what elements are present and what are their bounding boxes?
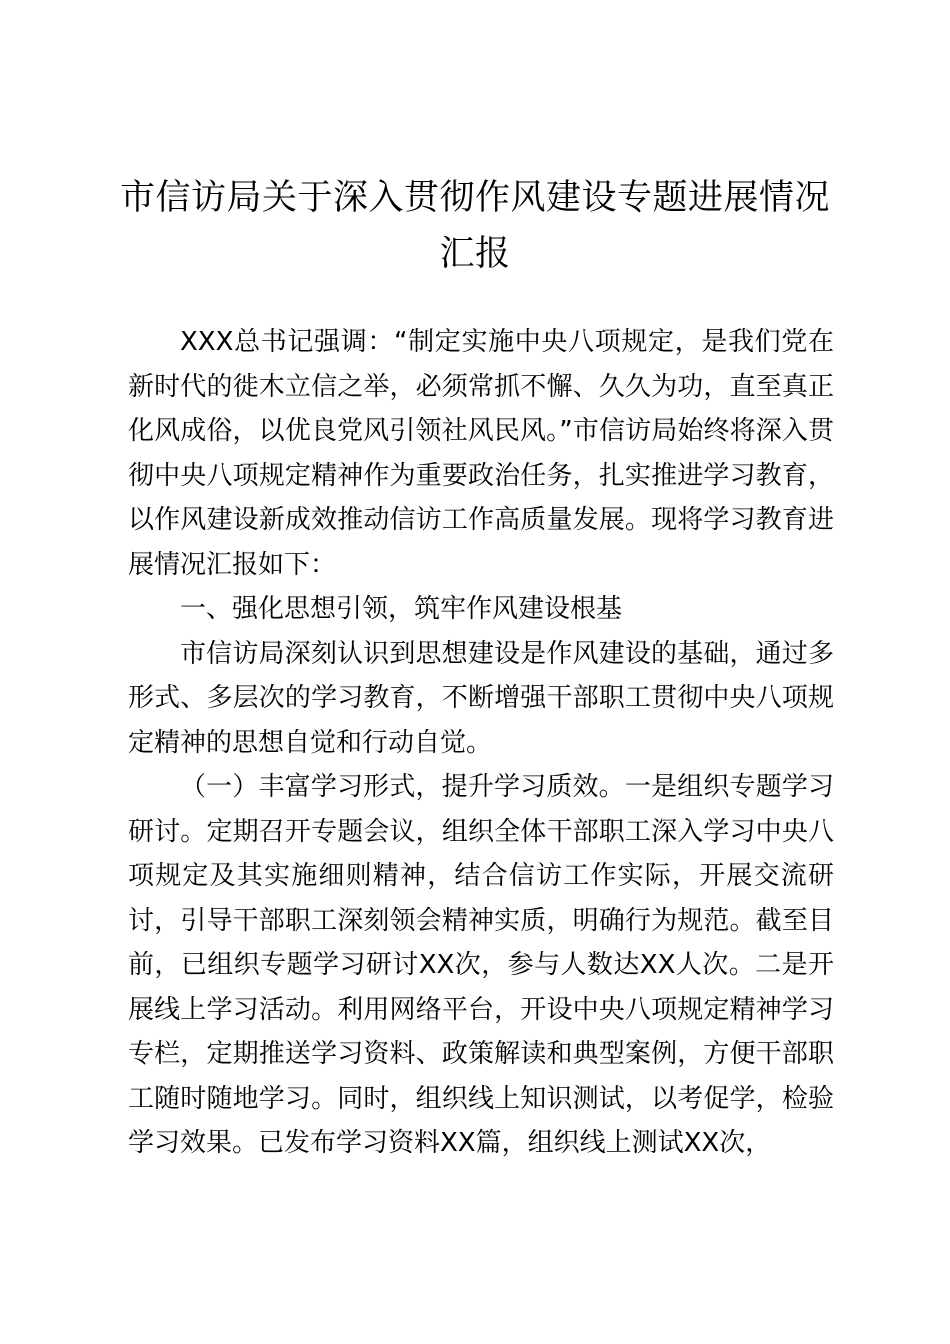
document-title bbox=[110, 170, 840, 282]
document-body bbox=[128, 320, 834, 1166]
title-line-1: 市信访局关于深入贯彻作风建设专题进展情况 bbox=[119, 178, 830, 218]
section-1-heading: 一、强化思想引领，筑牢作风建设根基 bbox=[180, 594, 623, 624]
intro-paragraph: XXX总书记强调：“制定实施中央八项规定，是我们党在新时代的徙木立信之举，必须常抓不懈、久久为功，直至真正化风成俗，以优良党风引领社风民风。”市信访局始终将深入贯彻中央八项规定精神作为重要政治任务，扎实推进学习教育，以作风建设新成效推动信访工作高质量发展。现将学习教育进展情况汇报如下： bbox=[128, 327, 834, 580]
subsection-1-paragraph: （一）丰富学习形式，提升学习质效。一是组织专题学习研讨。定期召开专题会议，组织全体干部职工深入学习中央八项规定及其实施细则精神，结合信访工作实际，开展交流研讨，引导干部职工深刻领会精神实质，明确行为规范。截至目前，已组织专题学习研讨XX次，参与人数达XX人次。二是开展线上学习活动。利用网络平台，开设中央八项规定精神学习专栏，定期推送学习资料、政策解读和典型案例，方便干部职工随时随地学习。同时，组织线上知识测试，以考促学，检验学习效果。已发布学习资料XX篇，组织线上测试XX次， bbox=[128, 772, 834, 1158]
title-line-2: 汇报 bbox=[439, 234, 511, 274]
section-1-paragraph: 市信访局深刻认识到思想建设是作风建设的基础，通过多形式、多层次的学习教育，不断增强干部职工贯彻中央八项规定精神的思想自觉和行动自觉。 bbox=[128, 638, 834, 758]
